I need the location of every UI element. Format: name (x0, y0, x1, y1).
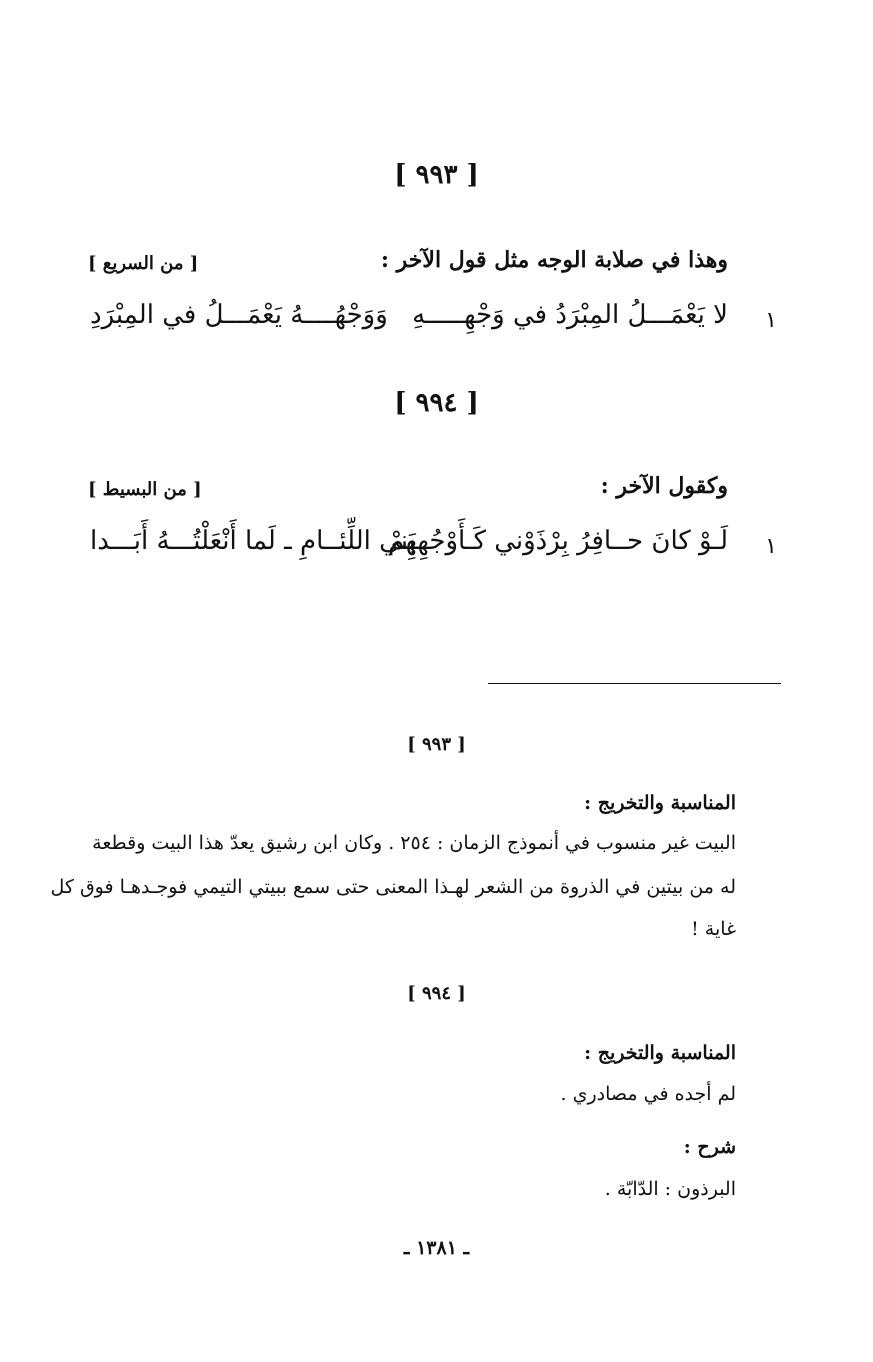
meter-label: [ من البسيط ] (88, 479, 202, 500)
page-number: ـ ١٣٨١ ـ (403, 1237, 470, 1259)
note-text-line: غاية ! (691, 918, 736, 940)
entry-number: [ ٩٩٤ ] (394, 388, 479, 418)
entry-intro: وهذا في صلابة الوجه مثل قول الآخر : (380, 247, 728, 273)
verse-hemistich-first: لَـوْ كانَ حــافِرُ بِرْذَوْني كَـأَوْجُهِهِمْ (388, 526, 728, 556)
note-text-line: له من بيتين في الذروة من الشعر لهـذا المعنى حتى سمع ببيتي التيمي فوجـدهـا فوق كل (50, 876, 736, 898)
verse-hemistich-second: وَوَجْهُــــهُ يَعْمَـــلُ في المِبْرَدِ (90, 300, 388, 330)
footnote-divider (488, 683, 781, 684)
note-text-line: البيت غير منسوب في أنموذج الزمان : ٢٥٤ . وكان ابن رشيق يعدّ هذا البيت وقطعة (92, 832, 736, 854)
entry-intro: وكقول الآخر : (600, 473, 728, 499)
note-number: [ ٩٩٣ ] (407, 734, 466, 755)
note-text-line: لم أجده في مصادري . (560, 1083, 736, 1105)
note-heading: المناسبة والتخريج : (584, 792, 736, 814)
sharh-heading: شرح : (683, 1136, 736, 1158)
note-heading: المناسبة والتخريج : (584, 1042, 736, 1064)
meter-label: [ من السريع ] (88, 253, 199, 274)
verse-number: ١ (765, 534, 777, 559)
verse-number: ١ (765, 308, 777, 333)
verse-hemistich-first: لا يَعْمَـــلُ المِبْرَدُ في وَجْهِـــــهِ (412, 300, 728, 330)
verse-hemistich-second: ـبَني اللِّئــامِ ـ لَما أَنْعَلْتُـــهُ أَبَـــدا (90, 526, 425, 556)
sharh-text-line: البرذون : الدّابّة . (604, 1178, 736, 1200)
note-number: [ ٩٩٤ ] (407, 983, 466, 1004)
entry-number: [ ٩٩٣ ] (394, 160, 479, 190)
